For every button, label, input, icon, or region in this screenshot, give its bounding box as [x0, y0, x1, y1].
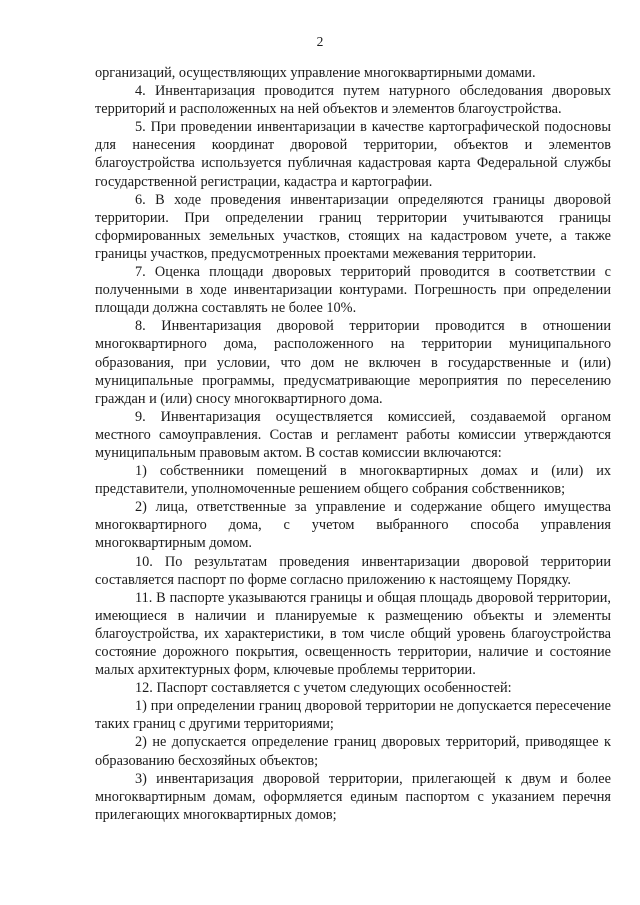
paragraph-item-4: 4. Инвентаризация проводится путем натурного обследования дворовых территорий и расположенных на ней объектов и элементов благоустройства. [95, 83, 611, 118]
paragraph-subitem-12-1: 1) при определении границ дворовой территории не допускается пересечение таких границ с другими территориями; [95, 698, 611, 733]
document-body [95, 64, 611, 824]
paragraph-subitem-9-1: 1) собственники помещений в многоквартирных домах и (или) их представители, уполномоченные решением общего собрания собственников; [95, 463, 611, 498]
page-number: 2 [316, 34, 324, 49]
paragraph-item-9: 9. Инвентаризация осуществляется комиссией, создаваемой органом местного самоуправления. Состав и регламент работы комиссии утверждаются муниципальным правовым актом. В состав комиссии включаются: [95, 408, 611, 461]
paragraph-item-5: 5. При проведении инвентаризации в качестве картографической подосновы для нанесения координат дворовой территории, объектов и элементов благоустройства используется публичная кадастровая карта Федеральной службы государственной регистрации, кадастра и картографии. [95, 119, 611, 190]
paragraph-item-11: 11. В паспорте указываются границы и общая площадь дворовой территории, имеющиеся в наличии и планируемые к размещению объекты и элементы благоустройства, их характеристики, в том числе общий уровень благоустройства состояние дорожного покрытия, освещенность территории, наличие и состояние малых архитектурных форм, ключевые проблемы территории. [95, 589, 611, 679]
paragraph-item-8: 8. Инвентаризация дворовой территории проводится в отношении многоквартирного дома, расположенного на территории муниципального образования, при условии, что дом не включен в государственные и (или) муниципальные программы, предусматривающие мероприятия по переселению граждан и (или) сносу многоквартирного дома. [95, 318, 611, 407]
paragraph-subitem-12-2: 2) не допускается определение границ дворовых территорий, приводящее к образованию бесхозяйных объектов; [95, 734, 611, 769]
paragraph-subitem-9-2: 2) лица, ответственные за управление и содержание общего имущества многоквартирного дома, с учетом выбранного способа управления многоквартирным домом. [95, 499, 611, 552]
paragraph-subitem-12-3: 3) инвентаризация дворовой территории, прилегающей к двум и более многоквартирным домам, оформляется единым паспортом с указанием перечня прилегающих многоквартирных домов; [95, 770, 611, 823]
paragraph-item-10: 10. По результатам проведения инвентаризации дворовой территории составляется паспорт по форме согласно приложению к настоящему Порядку. [95, 553, 611, 588]
paragraph-item-12: 12. Паспорт составляется с учетом следующих особенностей: [135, 680, 512, 697]
paragraph-item-6: 6. В ходе проведения инвентаризации определяются границы дворовой территории. При определении границ территории учитываются границы сформированных земельных участков, стоящих на кадастровом учете, а также границы участков, предусмотренных проектами межевания территории. [95, 191, 611, 262]
paragraph-continuation: организаций, осуществляющих управление многоквартирными домами. [95, 65, 536, 81]
paragraph-item-7: 7. Оценка площади дворовых территорий проводится в соответствии с полученными в ходе инвентаризации контурами. Погрешность при определении площади должна составлять не более 10%. [95, 264, 611, 317]
